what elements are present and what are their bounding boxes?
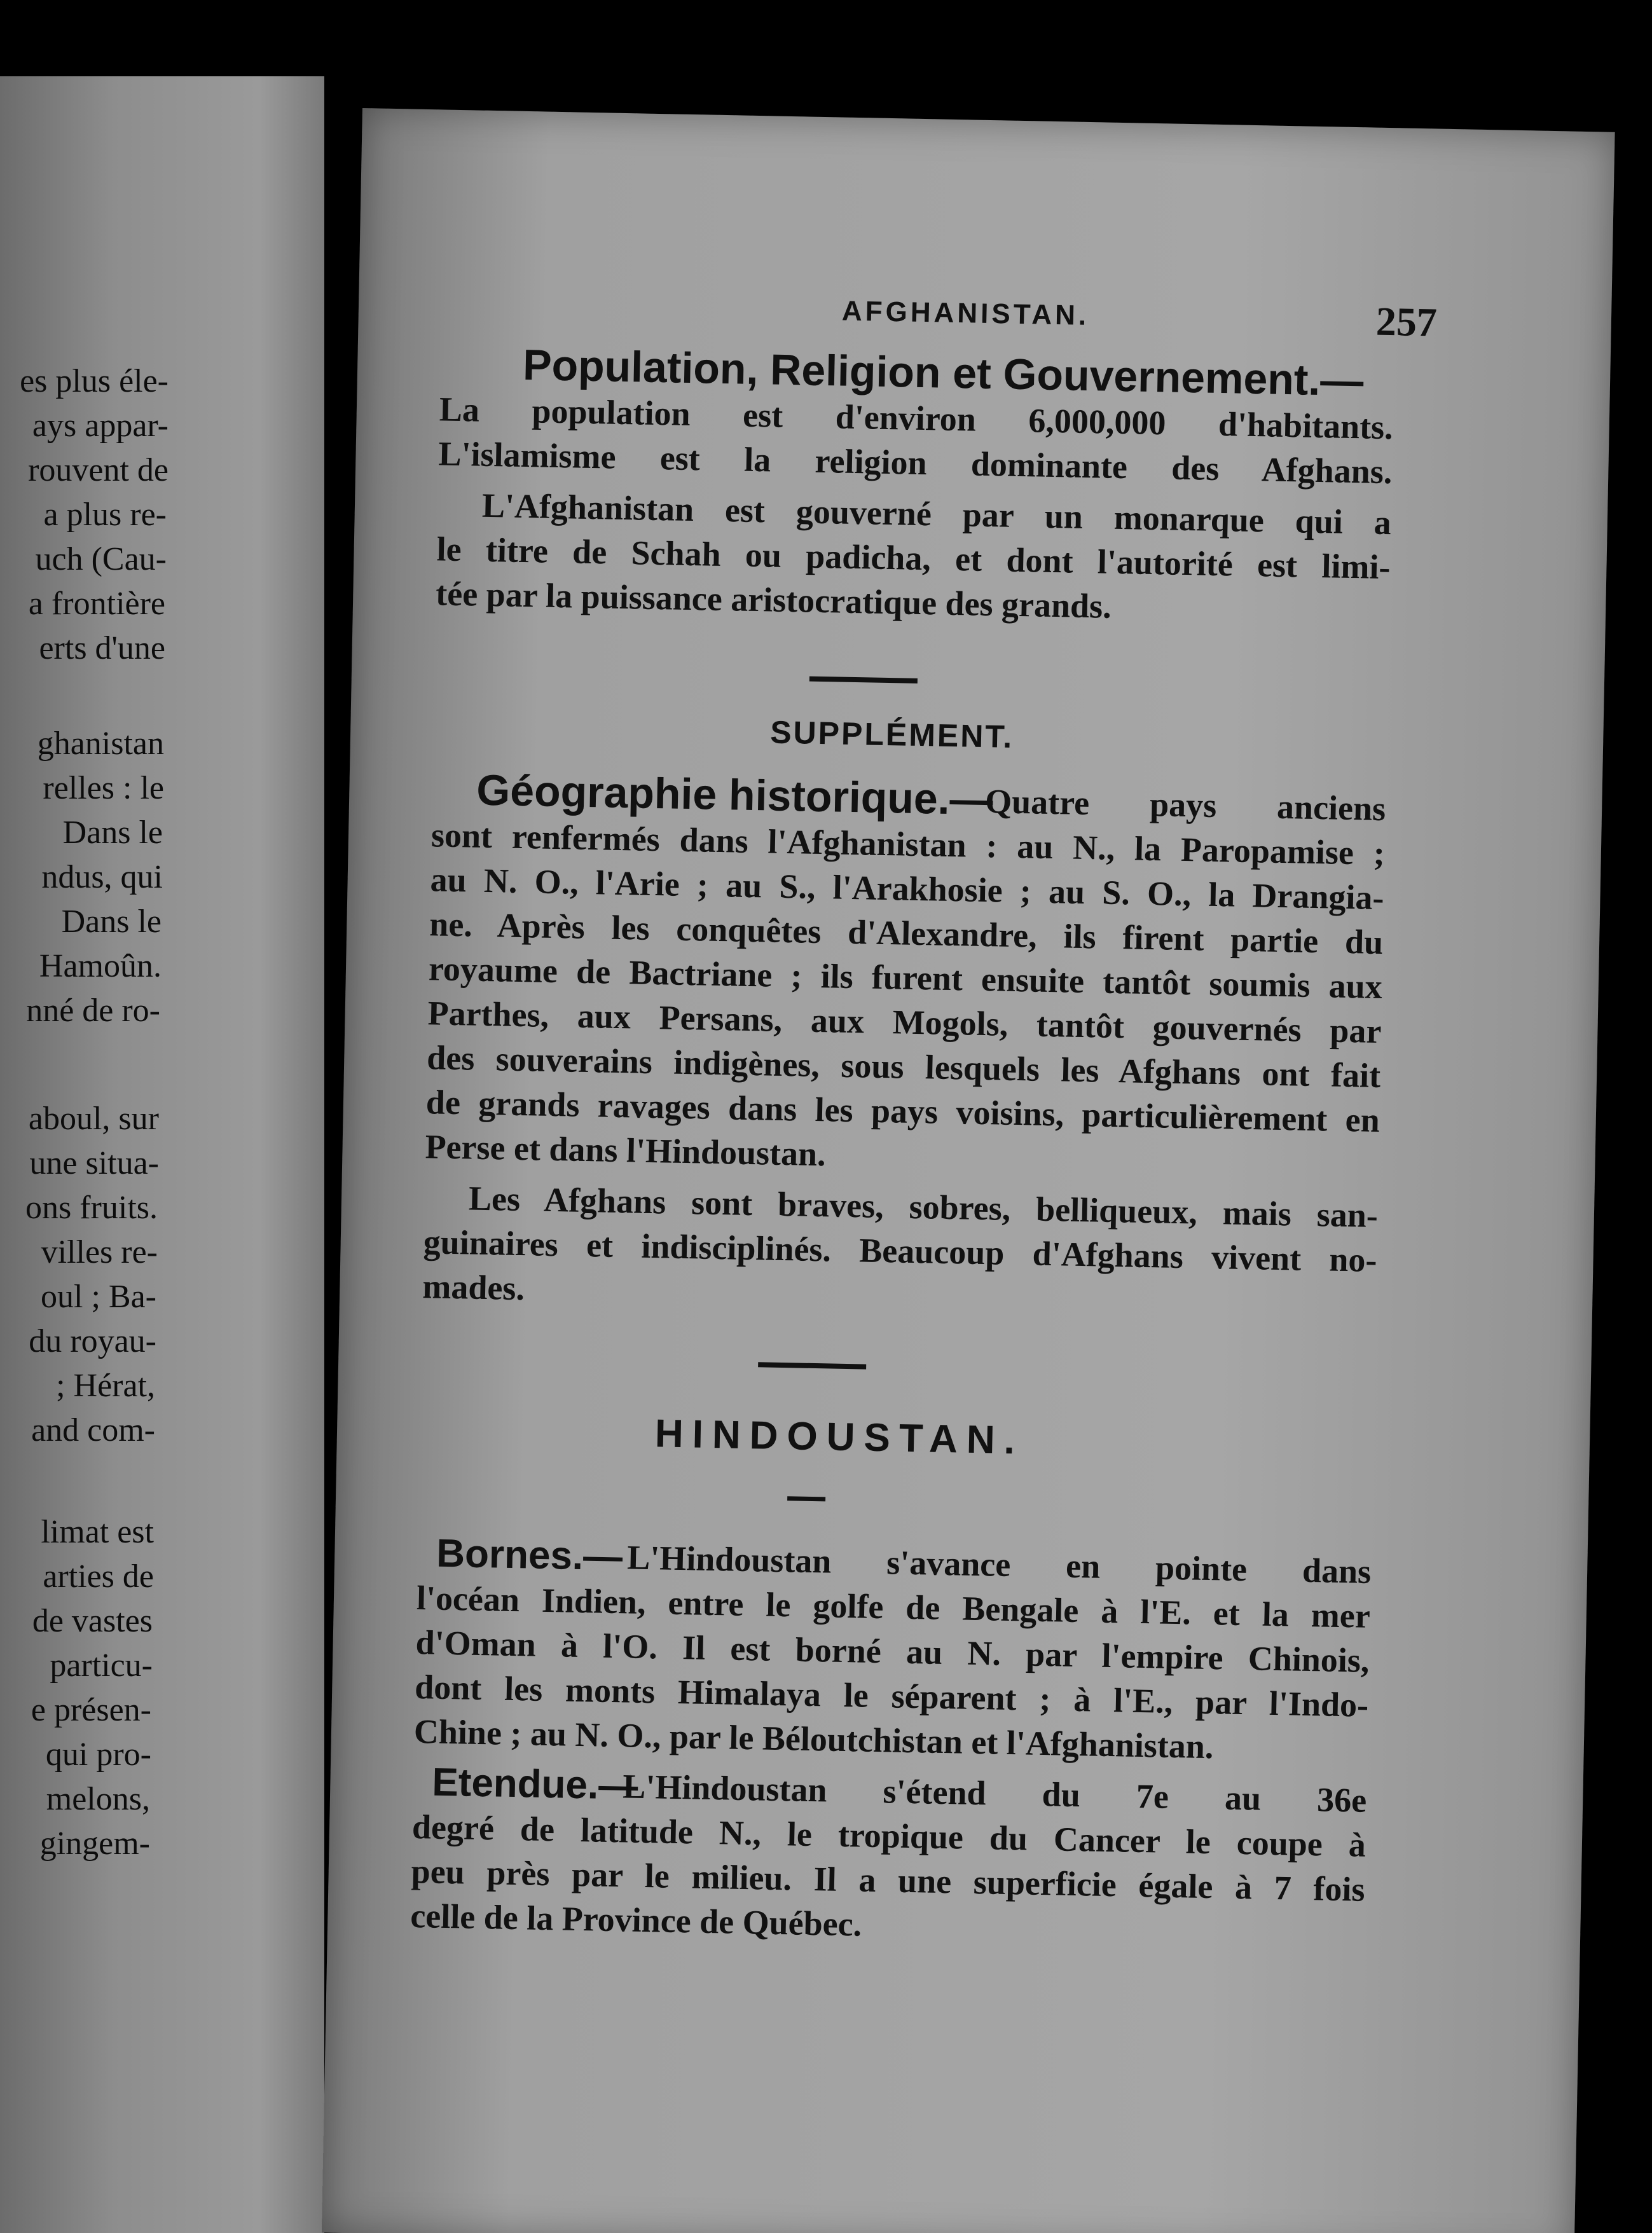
left-text-line: une situa- <box>29 1145 159 1181</box>
etendue-line: celle de la Province de Québec. <box>410 1896 862 1944</box>
left-text-line: ndus, qui <box>41 859 163 895</box>
supplement-line: au N. O., l'Arie ; au S., l'Arakhosie ; au S. O., la Drangia- <box>430 860 1385 917</box>
left-text-line: Hamoûn. <box>39 948 162 984</box>
left-text-line: qui pro- <box>45 1736 151 1773</box>
population-line: L'Afghanistan est gouverné par un monarque qui a <box>481 486 1392 542</box>
population-line: La population est d'environ 6,000,000 d'habitants. <box>439 390 1394 447</box>
population-line: tée par la puissance aristocratique des grands. <box>435 574 1112 626</box>
left-text-line: erts d'une <box>39 630 165 666</box>
section-divider <box>758 1362 866 1369</box>
right-page <box>322 108 1615 2233</box>
supplement-line: ne. Après les conquêtes d'Alexandre, ils firent partie du <box>429 905 1384 962</box>
left-text-line: melons, <box>46 1781 150 1817</box>
left-text-line: and com- <box>31 1412 155 1448</box>
supplement-line: des souverains indigènes, sous lesquels les Afghans ont fait <box>426 1038 1381 1096</box>
historical-geography-heading: Géographie historique.— <box>476 766 994 825</box>
supplement-line: de grands ravages dans les pays voisins, particulièrement en <box>425 1083 1380 1139</box>
supplement-line: sont renfermés dans l'Afghanistan : au N., la Paropamise ; <box>430 816 1386 873</box>
left-text-line: ghanistan <box>37 725 164 762</box>
bornes-line: L'Hindoustan s'avance en pointe dans <box>626 1538 1372 1591</box>
etendue-heading: Etendue.— <box>431 1760 638 1808</box>
running-head: AFGHANISTAN. <box>841 295 1090 332</box>
left-text-line: ays appar- <box>32 408 169 444</box>
left-text-line: de vastes <box>32 1603 153 1639</box>
left-text-line: relles : le <box>43 770 164 806</box>
supplement-line: Parthes, aux Persans, aux Mogols, tantôt gouvernés par <box>427 994 1382 1051</box>
left-text-line: nné de ro- <box>26 993 160 1029</box>
left-text-line: particu- <box>50 1647 153 1684</box>
bornes-line: l'océan Indien, entre le golfe de Bengale à l'E. et la mer <box>416 1579 1371 1635</box>
left-text-line: arties de <box>43 1558 154 1595</box>
supplement-line: mades. <box>422 1267 525 1308</box>
left-page-fragment <box>0 76 324 2233</box>
left-text-line: ; Hérat, <box>56 1368 155 1404</box>
page-number: 257 <box>1375 298 1438 345</box>
bornes-line: d'Oman à l'O. Il est borné au N. par l'empire Chinois, <box>415 1623 1370 1680</box>
etendue-line: peu près par le milieu. Il a une superficie égale à 7 fois <box>411 1852 1366 1909</box>
population-line: L'islamisme est la religion dominante des Afghans. <box>438 434 1393 491</box>
left-text-line: a plus re- <box>43 497 167 533</box>
left-text-line: du royau- <box>29 1323 156 1359</box>
left-text-line: gingem- <box>39 1825 150 1862</box>
section-divider <box>809 677 918 684</box>
supplement-line: Les Afghans sont braves, sobres, belliqueux, mais san- <box>468 1179 1379 1235</box>
etendue-line: L'Hindoustan s'étend du 7e au 36e <box>622 1767 1367 1820</box>
supplement-line: royaume de Bactriane ; ils furent ensuite tantôt soumis aux <box>428 949 1383 1007</box>
left-text-line: aboul, sur <box>28 1101 159 1137</box>
left-text-line: uch (Cau- <box>35 541 167 577</box>
title-dash <box>787 1496 825 1501</box>
etendue-line: degré de latitude N., le tropique du Cancer le coupe à <box>411 1808 1366 1864</box>
supplement-line: Perse et dans l'Hindoustan. <box>425 1127 827 1174</box>
left-text-line: limat est <box>41 1514 154 1550</box>
left-text-line: oul ; Ba- <box>41 1279 156 1315</box>
left-text-line: villes re- <box>41 1234 158 1270</box>
population-heading: Population, Religion et Gouvernement.— <box>522 340 1365 406</box>
left-text-line: ons fruits. <box>25 1190 158 1226</box>
bornes-line: Chine ; au N. O., par le Béloutchistan et l'Afghanistan. <box>413 1712 1214 1766</box>
supplement-heading: SUPPLÉMENT. <box>769 714 1014 755</box>
population-line: le titre de Schah ou padicha, et dont l'autorité est limi- <box>436 530 1391 587</box>
bornes-line: dont les monts Himalaya le séparent ; à l'E., par l'Indo- <box>414 1668 1369 1724</box>
left-text-line: a frontière <box>28 586 165 622</box>
hindoustan-title: HINDOUSTAN. <box>654 1412 1024 1463</box>
left-text-line: rouvent de <box>28 452 169 488</box>
left-text-line: Dans le <box>62 814 163 851</box>
bornes-heading: Bornes.— <box>436 1531 623 1579</box>
supplement-line: guinaires et indisciplinés. Beaucoup d'Afghans vivent no- <box>423 1223 1378 1279</box>
left-text-line: es plus éle- <box>20 363 169 399</box>
left-text-line: e présen- <box>31 1692 151 1728</box>
supplement-line: Quatre pays anciens <box>984 782 1386 828</box>
left-text-line: Dans le <box>61 904 162 940</box>
